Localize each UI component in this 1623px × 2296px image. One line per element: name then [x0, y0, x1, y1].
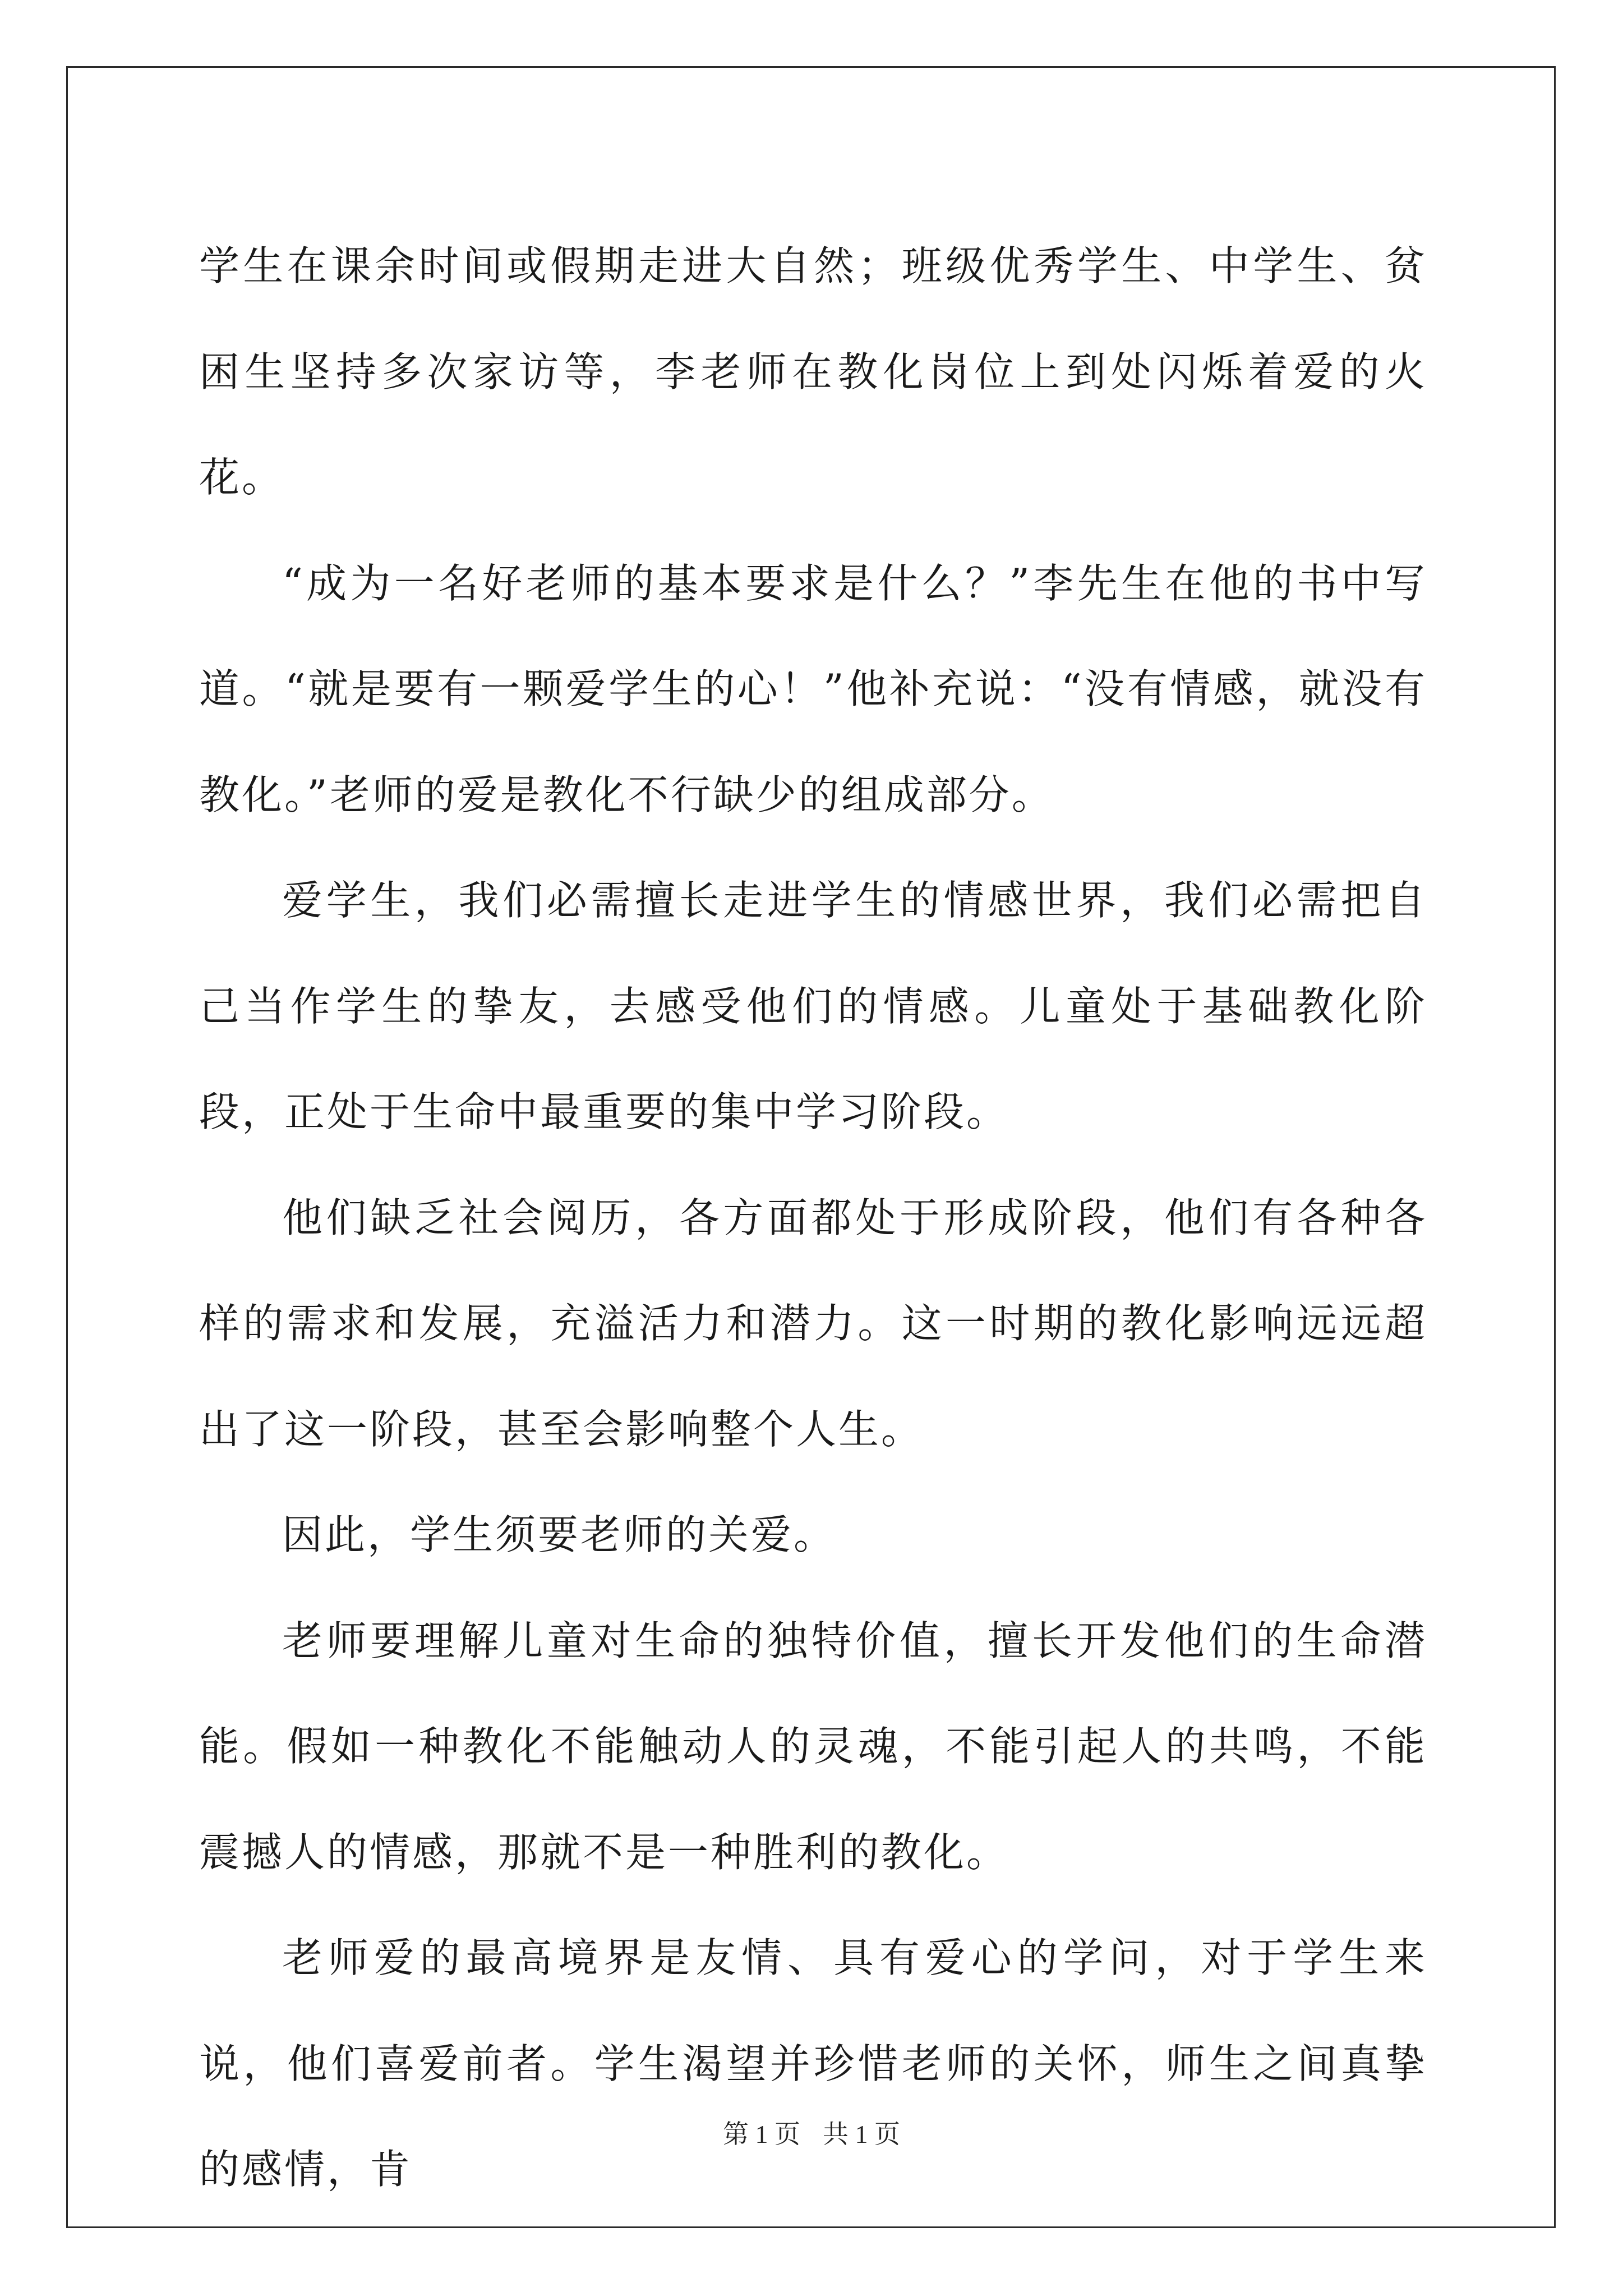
page-footer — [0, 2114, 1623, 2151]
paragraph: 老师要理解儿童对生命的独特价值，擅长开发他们的生命潜能。假如一种教化不能触动人的灵魂，不能引起人的共鸣，不能震撼人的情感，那就不是一种胜利的教化。 — [199, 1617, 1427, 1876]
paragraph: 学生在课余时间或假期走进大自然；班级优秀学生、中学生、贫困生坚持多次家访等，李老师在教化岗位上到处闪烁着爱的火花。 — [199, 242, 1427, 501]
paragraph: 爱学生，我们必需擅长走进学生的情感世界，我们必需把自己当作学生的挚友，去感受他们的情感。儿童处于基础教化阶段，正处于生命中最重要的集中学习阶段。 — [199, 877, 1427, 1135]
paragraph: 老师爱的最高境界是友情、具有爱心的学问，对于学生来说，他们喜爱前者。学生渴望并珍惜老师的关怀，师生之间真挚的感情，肯 — [199, 1934, 1427, 2193]
page-number: 第 1 页 — [723, 2120, 800, 2148]
document-body — [199, 213, 1427, 2223]
paragraph: 他们缺乏社会阅历，各方面都处于形成阶段，他们有各种各样的需求和发展，充溢活力和潜力。这一时期的教化影响远远超出了这一阶段，甚至会影响整个人生。 — [199, 1194, 1427, 1453]
paragraph: “成为一名好老师的基本要求是什么？”李先生在他的书中写道。“就是要有一颗爱学生的心！”他补充说：“没有情感，就没有教化。”老师的爱是教化不行缺少的组成部分。 — [199, 559, 1427, 818]
paragraph: 因此，学生须要老师的关爱。 — [282, 1511, 837, 1558]
page-total: 共 1 页 — [823, 2120, 900, 2148]
